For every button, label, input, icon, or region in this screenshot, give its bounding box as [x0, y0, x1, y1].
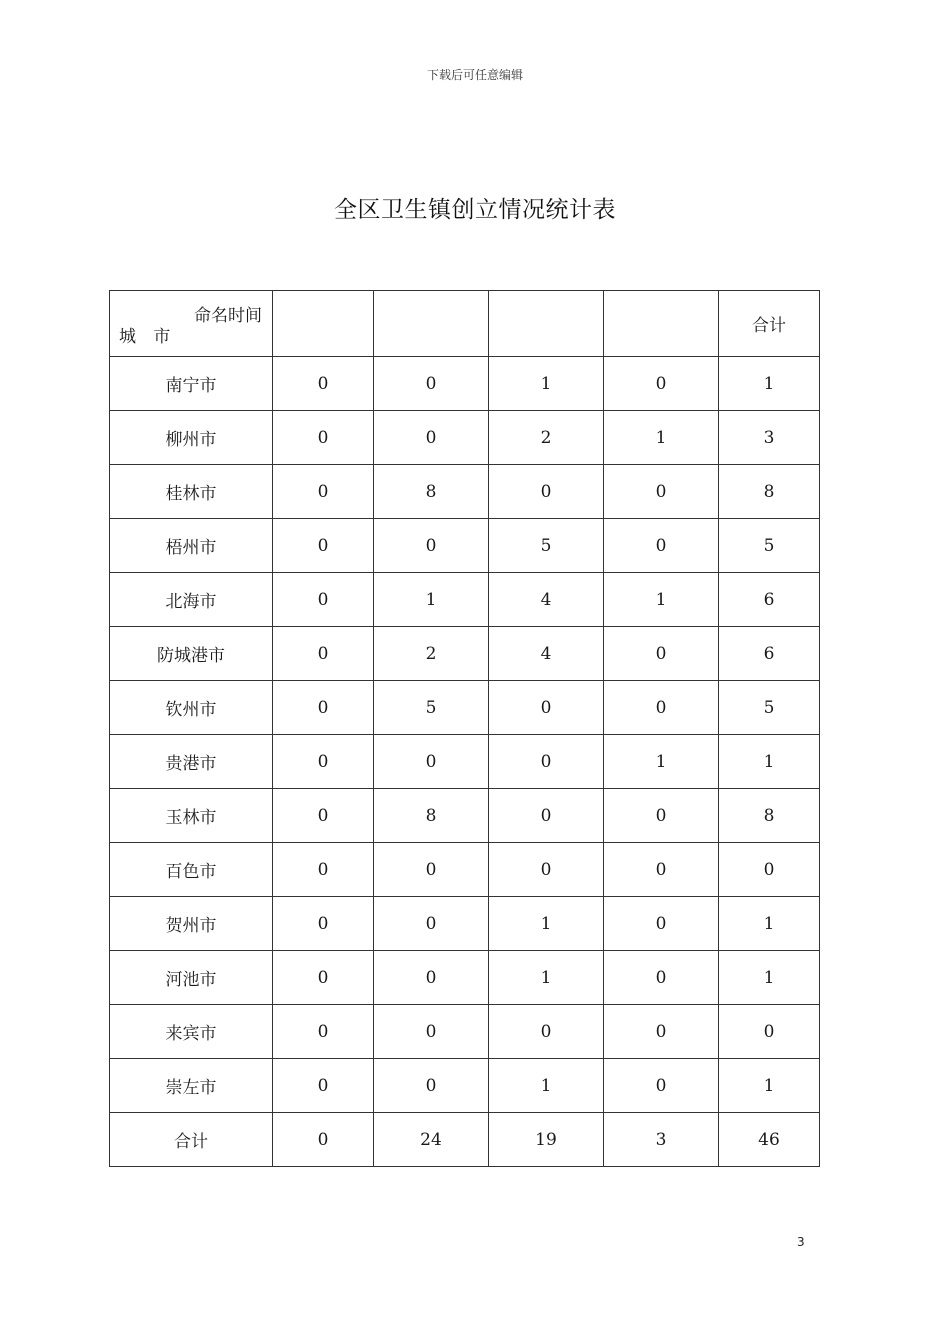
row-total-cell: 46 [719, 1113, 820, 1167]
count-cell: 0 [273, 735, 374, 789]
count-cell: 0 [374, 843, 489, 897]
count-cell: 0 [273, 789, 374, 843]
count-cell: 0 [273, 1113, 374, 1167]
row-total-cell: 1 [719, 735, 820, 789]
document-title: 全区卫生镇创立情况统计表 [334, 197, 616, 223]
count-cell: 5 [374, 681, 489, 735]
table-row [110, 627, 820, 681]
city-name-cell: 防城港市 [110, 627, 273, 681]
header-corner-cell [110, 291, 273, 357]
count-cell: 0 [374, 519, 489, 573]
count-cell: 0 [604, 951, 719, 1005]
table-row [110, 357, 820, 411]
count-cell: 2 [489, 411, 604, 465]
count-cell: 1 [604, 735, 719, 789]
count-cell: 0 [273, 681, 374, 735]
row-total-cell: 6 [719, 627, 820, 681]
city-name-cell: 崇左市 [110, 1059, 273, 1113]
page-header-note: 下载后可任意编辑 [426, 68, 523, 82]
city-name-cell: 北海市 [110, 573, 273, 627]
count-cell: 0 [604, 357, 719, 411]
count-cell: 4 [489, 573, 604, 627]
count-cell: 0 [604, 789, 719, 843]
table-row [110, 1059, 820, 1113]
count-cell: 0 [273, 951, 374, 1005]
count-cell: 1 [374, 573, 489, 627]
header-cell [489, 291, 604, 357]
count-cell: 0 [374, 735, 489, 789]
city-name-cell: 贺州市 [110, 897, 273, 951]
table-row [110, 465, 820, 519]
count-cell: 0 [604, 897, 719, 951]
count-cell: 0 [273, 519, 374, 573]
city-name-cell: 南宁市 [110, 357, 273, 411]
count-cell: 5 [489, 519, 604, 573]
table-row [110, 681, 820, 735]
header-cell [374, 291, 489, 357]
count-cell: 0 [374, 897, 489, 951]
row-total-cell: 3 [719, 411, 820, 465]
count-cell: 24 [374, 1113, 489, 1167]
row-total-cell: 1 [719, 897, 820, 951]
count-cell: 0 [604, 465, 719, 519]
count-cell: 4 [489, 627, 604, 681]
header-cell-total: 合计 [719, 291, 820, 357]
row-total-cell: 1 [719, 951, 820, 1005]
count-cell: 0 [273, 1059, 374, 1113]
count-cell: 0 [489, 843, 604, 897]
city-name-cell: 柳州市 [110, 411, 273, 465]
header-corner-city: 城 市 [119, 327, 177, 347]
count-cell: 0 [273, 573, 374, 627]
count-cell: 0 [273, 411, 374, 465]
count-cell: 0 [374, 411, 489, 465]
table-row [110, 411, 820, 465]
table-row [110, 843, 820, 897]
count-cell: 0 [489, 681, 604, 735]
count-cell: 0 [604, 681, 719, 735]
count-cell: 0 [489, 735, 604, 789]
table-row [110, 519, 820, 573]
page-number: 3 [797, 1235, 805, 1249]
table-row [110, 1005, 820, 1059]
count-cell: 1 [489, 897, 604, 951]
count-cell: 1 [489, 357, 604, 411]
count-cell: 1 [489, 951, 604, 1005]
table-row [110, 897, 820, 951]
table-row [110, 735, 820, 789]
count-cell: 0 [489, 1005, 604, 1059]
count-cell: 0 [604, 627, 719, 681]
count-cell: 0 [273, 897, 374, 951]
count-cell: 0 [374, 951, 489, 1005]
row-total-cell: 8 [719, 789, 820, 843]
count-cell: 1 [604, 411, 719, 465]
count-cell: 0 [604, 519, 719, 573]
count-cell: 0 [273, 357, 374, 411]
city-name-cell: 百色市 [110, 843, 273, 897]
city-name-cell: 玉林市 [110, 789, 273, 843]
row-total-cell: 5 [719, 681, 820, 735]
count-cell: 1 [604, 573, 719, 627]
city-name-cell: 钦州市 [110, 681, 273, 735]
city-name-cell: 合计 [110, 1113, 273, 1167]
table-row [110, 573, 820, 627]
row-total-cell: 0 [719, 1005, 820, 1059]
count-cell: 19 [489, 1113, 604, 1167]
row-total-cell: 1 [719, 1059, 820, 1113]
count-cell: 2 [374, 627, 489, 681]
count-cell: 0 [273, 843, 374, 897]
count-cell: 0 [604, 843, 719, 897]
row-total-cell: 5 [719, 519, 820, 573]
count-cell: 0 [273, 627, 374, 681]
count-cell: 8 [374, 789, 489, 843]
row-total-cell: 8 [719, 465, 820, 519]
table-row [110, 951, 820, 1005]
row-total-cell: 1 [719, 357, 820, 411]
count-cell: 1 [489, 1059, 604, 1113]
count-cell: 0 [374, 357, 489, 411]
count-cell: 8 [374, 465, 489, 519]
statistics-table [109, 290, 820, 1167]
table-header-row [110, 291, 820, 357]
count-cell: 3 [604, 1113, 719, 1167]
row-total-cell: 6 [719, 573, 820, 627]
city-name-cell: 来宾市 [110, 1005, 273, 1059]
city-name-cell: 贵港市 [110, 735, 273, 789]
table-row [110, 789, 820, 843]
count-cell: 0 [273, 1005, 374, 1059]
count-cell: 0 [604, 1059, 719, 1113]
header-cell [604, 291, 719, 357]
table-row [110, 1113, 820, 1167]
count-cell: 0 [489, 789, 604, 843]
count-cell: 0 [374, 1059, 489, 1113]
header-cell [273, 291, 374, 357]
city-name-cell: 河池市 [110, 951, 273, 1005]
header-corner-naming-time: 命名时间 [194, 306, 262, 326]
count-cell: 0 [489, 465, 604, 519]
row-total-cell: 0 [719, 843, 820, 897]
count-cell: 0 [374, 1005, 489, 1059]
count-cell: 0 [273, 465, 374, 519]
city-name-cell: 桂林市 [110, 465, 273, 519]
count-cell: 0 [604, 1005, 719, 1059]
city-name-cell: 梧州市 [110, 519, 273, 573]
